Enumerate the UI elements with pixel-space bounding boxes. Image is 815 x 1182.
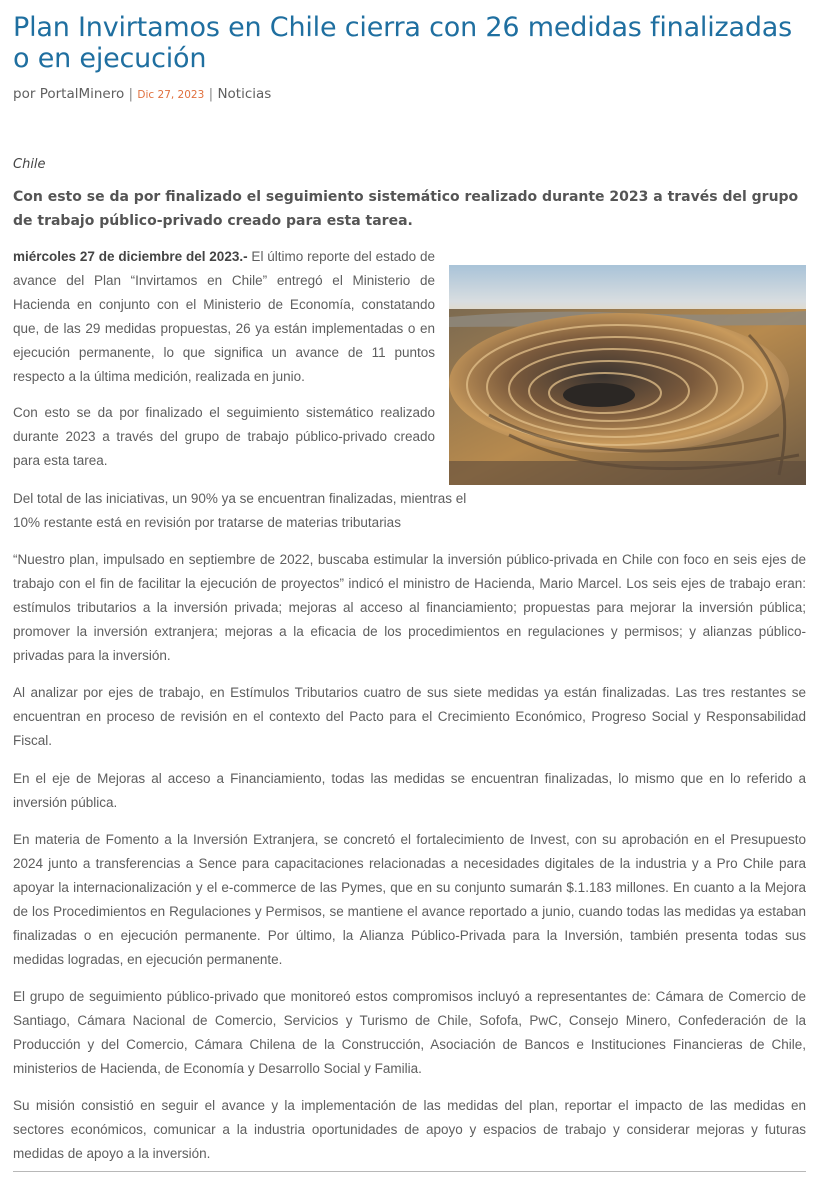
paragraph-2: Con esto se da por finalizado el seguimiento sistemático realizado durante 2023 a través del grupo de trabajo público-privado creado para esta tarea. bbox=[13, 405, 435, 468]
paragraph-5: Al analizar por ejes de trabajo, en Estímulos Tributarios cuatro de sus siete medidas ya están finalizadas. Las tres restantes se encuentran en proceso de revisión en el contexto del Pacto para el Crecimiento Económico, Progreso Social y Responsabilidad Fiscal. bbox=[13, 685, 806, 748]
paragraph-3-text: Del total de las iniciativas, un 90% ya se encuentran finalizadas, mientras el 10% restante está en revisión por tratarse de materias tributarias bbox=[13, 491, 467, 530]
paragraph-1-text: El último reporte del estado de avance del Plan “Invirtamos en Chile” entregó el Ministerio de Hacienda en conjunto con el Ministerio de Economía, constatando que, de las 29 medidas propuestas, 26 ya están implementadas o en ejecución permanente, lo que significa un avance de 11 puntos respecto a la última medición, realizada en junio. bbox=[13, 249, 436, 384]
meta-separator-2: | bbox=[208, 86, 214, 102]
paragraph-1 bbox=[13, 245, 435, 389]
article-lead: Con esto se da por finalizado el seguimiento sistemático realizado durante 2023 a través del grupo de trabajo público-privado creado para esta tarea. bbox=[13, 189, 799, 229]
paragraph-6: En el eje de Mejoras al acceso a Financiamiento, todas las medidas se encuentran finalizadas, lo mismo que en lo referido a inversión pública. bbox=[13, 771, 806, 810]
region-label: Chile bbox=[13, 157, 46, 172]
category-link[interactable]: Noticias bbox=[217, 86, 272, 102]
meta-separator: | bbox=[128, 86, 134, 102]
post-meta bbox=[13, 86, 271, 102]
paragraph-7: En materia de Fomento a la Inversión Extranjera, se concretó el fortalecimiento de Invest, con su aprobación en el Presupuesto 2024 junto a transferencias a Sence para capacitaciones relacionadas a necesidades digitales de la industria y a Pro Chile para apoyar la internacionalización y el e-commerce de las Pymes, que en su conjunto sumarán $.1.183 millones. En cuanto a la Mejora de los Procedimientos en Regulaciones y Permisos, se mantiene el avance reportado a junio, cuando todas las medidas ya estaban finalizadas o en ejecución permanente. Por último, la Alianza Público-Privada para la Inversión, también presenta todas sus medidas logradas, en ejecución permanente. bbox=[13, 832, 806, 967]
post-date: Dic 27, 2023 bbox=[137, 89, 205, 101]
paragraph-9: Su misión consistió en seguir el avance y la implementación de las medidas del plan, reportar el impacto de las medidas en sectores económicos, comunicar a la industria oportunidades de apoyo y espacios de trabajo y considerar mejoras y futuras medidas de apoyo a la inversión. bbox=[13, 1098, 806, 1161]
open-pit-mine-image bbox=[449, 265, 806, 485]
meta-by: por bbox=[13, 86, 36, 102]
dateline: miércoles 27 de diciembre del 2023.- bbox=[13, 249, 248, 264]
paragraph-4: “Nuestro plan, impulsado en septiembre de 2022, buscaba estimular la inversión público-privada en Chile con foco en seis ejes de trabajo con el fin de facilitar la ejecución de proyectos” indicó el ministro de Hacienda, Mario Marcel. Los seis ejes de trabajo eran: estímulos tributarios a la inversión privada; mejoras al acceso al financiamiento; propuestas para mejorar la inversión pública; promover la inversión extranjera; mejoras a la eficacia de los procedimientos en regulaciones y permisos; y alianzas público-privadas para la inversión. bbox=[13, 552, 806, 663]
article-title: Plan Invirtamos en Chile cierra con 26 medidas finalizadas o en ejecución bbox=[13, 12, 792, 74]
bottom-divider bbox=[13, 1171, 806, 1172]
paragraph-8: El grupo de seguimiento público-privado que monitoreó estos compromisos incluyó a representantes de: Cámara de Comercio de Santiago, Cámara Nacional de Comercio, Servicios y Turismo de Chile, Sofofa, PwC, Consejo Minero, Confederación de la Producción y del Comercio, Cámara Chilena de la Construcción, Asociación de Bancos e Instituciones Financieras de Chile, ministerios de Hacienda, de Economía y Desarrollo Social y Familia. bbox=[13, 989, 806, 1076]
paragraph-3 bbox=[13, 487, 806, 535]
author-link[interactable]: PortalMinero bbox=[39, 86, 125, 102]
